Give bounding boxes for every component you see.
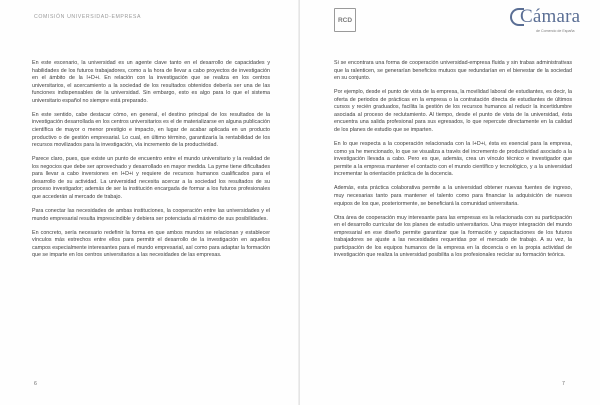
camara-logo-word: Cámara bbox=[520, 6, 581, 27]
paragraph: En lo que respecta a la cooperación relacionada con la I+D+i, ésta es esencial para la empresa, como ya he mencionado, lo que se visualiza a través del incremento de productividad asociado a la investigación llevada a cabo. Pero es que, además, crea un vínculo técnico e investigador que permite a la empresa mantener el contacto con el mundo científico y tecnológico, y a la universidad incrementar la orientación práctica de la docencia. bbox=[334, 141, 572, 178]
camara-logo-subtitle: de Comercio de España bbox=[536, 29, 575, 33]
paragraph: Otra área de cooperación muy interesante para las empresas es la relacionada con su participación en el desarrollo curricular de los planes de estudio universitarios. Una mayor integración del mundo empresarial en ese diseño permite garantizar que la formación y capacitaciones de los futuros trabajadores se ajuste a las necesidades requeridas por el mercado de trabajo. A su vez, la participación de los equipos humanos de la empresa en la docencia o en la propia actividad de investigación que realiza la universidad posibilita a los profesionales reciclar su formación teórica. bbox=[334, 214, 572, 259]
paragraph: Para conectar las necesidades de ambas instituciones, la cooperación entre las universidades y el mundo empresarial resulta imprescindible y debiera ser potenciada al máximo de sus posibilidades. bbox=[32, 208, 270, 222]
paragraph: Además, esta práctica colaborativa permite a la universidad obtener nuevas fuentes de ingreso, muy necesarias tanto para mantener el talento como para financiar la adquisición de nuevos equipos de los que, posteriormente, se beneficiará la comunidad universitaria. bbox=[334, 185, 572, 207]
header-organization: COMISIÓN UNIVERSIDAD-EMPRESA bbox=[34, 14, 142, 20]
right-page bbox=[300, 0, 600, 405]
paragraph: En concreto, sería necesario redefinir la forma en que ambos mundos se relacionan y establecer vínculos más estrechos entre ellos para permitir el desarrollo de la investigación en aquellos campos especialmente interesantes para el mundo empresarial, así como para adaptar la formación que se imparte en los centros universitarios a las necesidades de las empresas. bbox=[32, 229, 270, 259]
paragraph: En este escenario, la universidad es un agente clave tanto en el desarrollo de capacidades y habilidades de los futuros trabajadores, como a la hora de llevar a cabo proyectos de investigación en el ámbito de la I+D+i. En relación con la investigación que se realiza en los centros universitarios, el acercamiento a la sociedad de los resultados obtenidos debería ser una de las funciones indispensables de la universidad. Sin embargo, esto es algo para lo que el sistema universitario español no siempre está preparado. bbox=[32, 60, 270, 104]
right-text-column bbox=[334, 60, 572, 267]
left-text-column bbox=[32, 60, 270, 267]
paragraph: Parece claro, pues, que existe un punto de encuentro entre el mundo universitario y la realidad de los negocios que debe ser aprovechado y desarrollado en mayor medida. La pyme tiene dificultades para llevar a cabo inversiones en I+D+i y requiere de recursos humanos cualificados para el desarrollo de su actividad. La universidad necesita acercar a la sociedad los resultados de su proceso investigador; además de ser la institución encargada de formar a los futuros profesionales que accederán al mercado de trabajo. bbox=[32, 156, 270, 200]
rcd-logo: RCD bbox=[334, 8, 356, 32]
paragraph: En este sentido, cabe destacar cómo, en general, el destino principal de los resultados de la investigación desarrollada en los centros universitarios es el de materializarse en alguna publicación científica de mayor o menor prestigio e impacto, en lugar de acabar aplicada en un producto productivo o de gestión empresarial. Lo cual, en último término, garantizaría la rentabilidad de los recursos movilizados para la investigación, vía incremento de la productividad. bbox=[32, 111, 270, 149]
page-number-left: 6 bbox=[34, 381, 37, 387]
paragraph: Por ejemplo, desde el punto de vista de la empresa, la movilidad laboral de estudiantes, es decir, la oferta de periodos de prácticas en la empresa o la contratación directa de estudiantes de últimos cursos y recién graduados, facilita la gestión de los recursos humanos al reducir la incertidumbre asociada al proceso de reclutamiento. Al tiempo, desde el punto de vista de la universidad, ésta encuentra una salida profesional para sus egresados, lo que repercute directamente en la calidad de los planes de estudio que se imparten. bbox=[334, 89, 572, 133]
camara-logo bbox=[510, 6, 585, 38]
page-number-right: 7 bbox=[562, 381, 565, 387]
paragraph: Si se encontrara una forma de cooperación universidad-empresa fluida y sin trabas administrativas que la ralenticen, se generarían beneficios mutuos que redundarían en el bienestar de la sociedad en su conjunto. bbox=[334, 60, 572, 82]
